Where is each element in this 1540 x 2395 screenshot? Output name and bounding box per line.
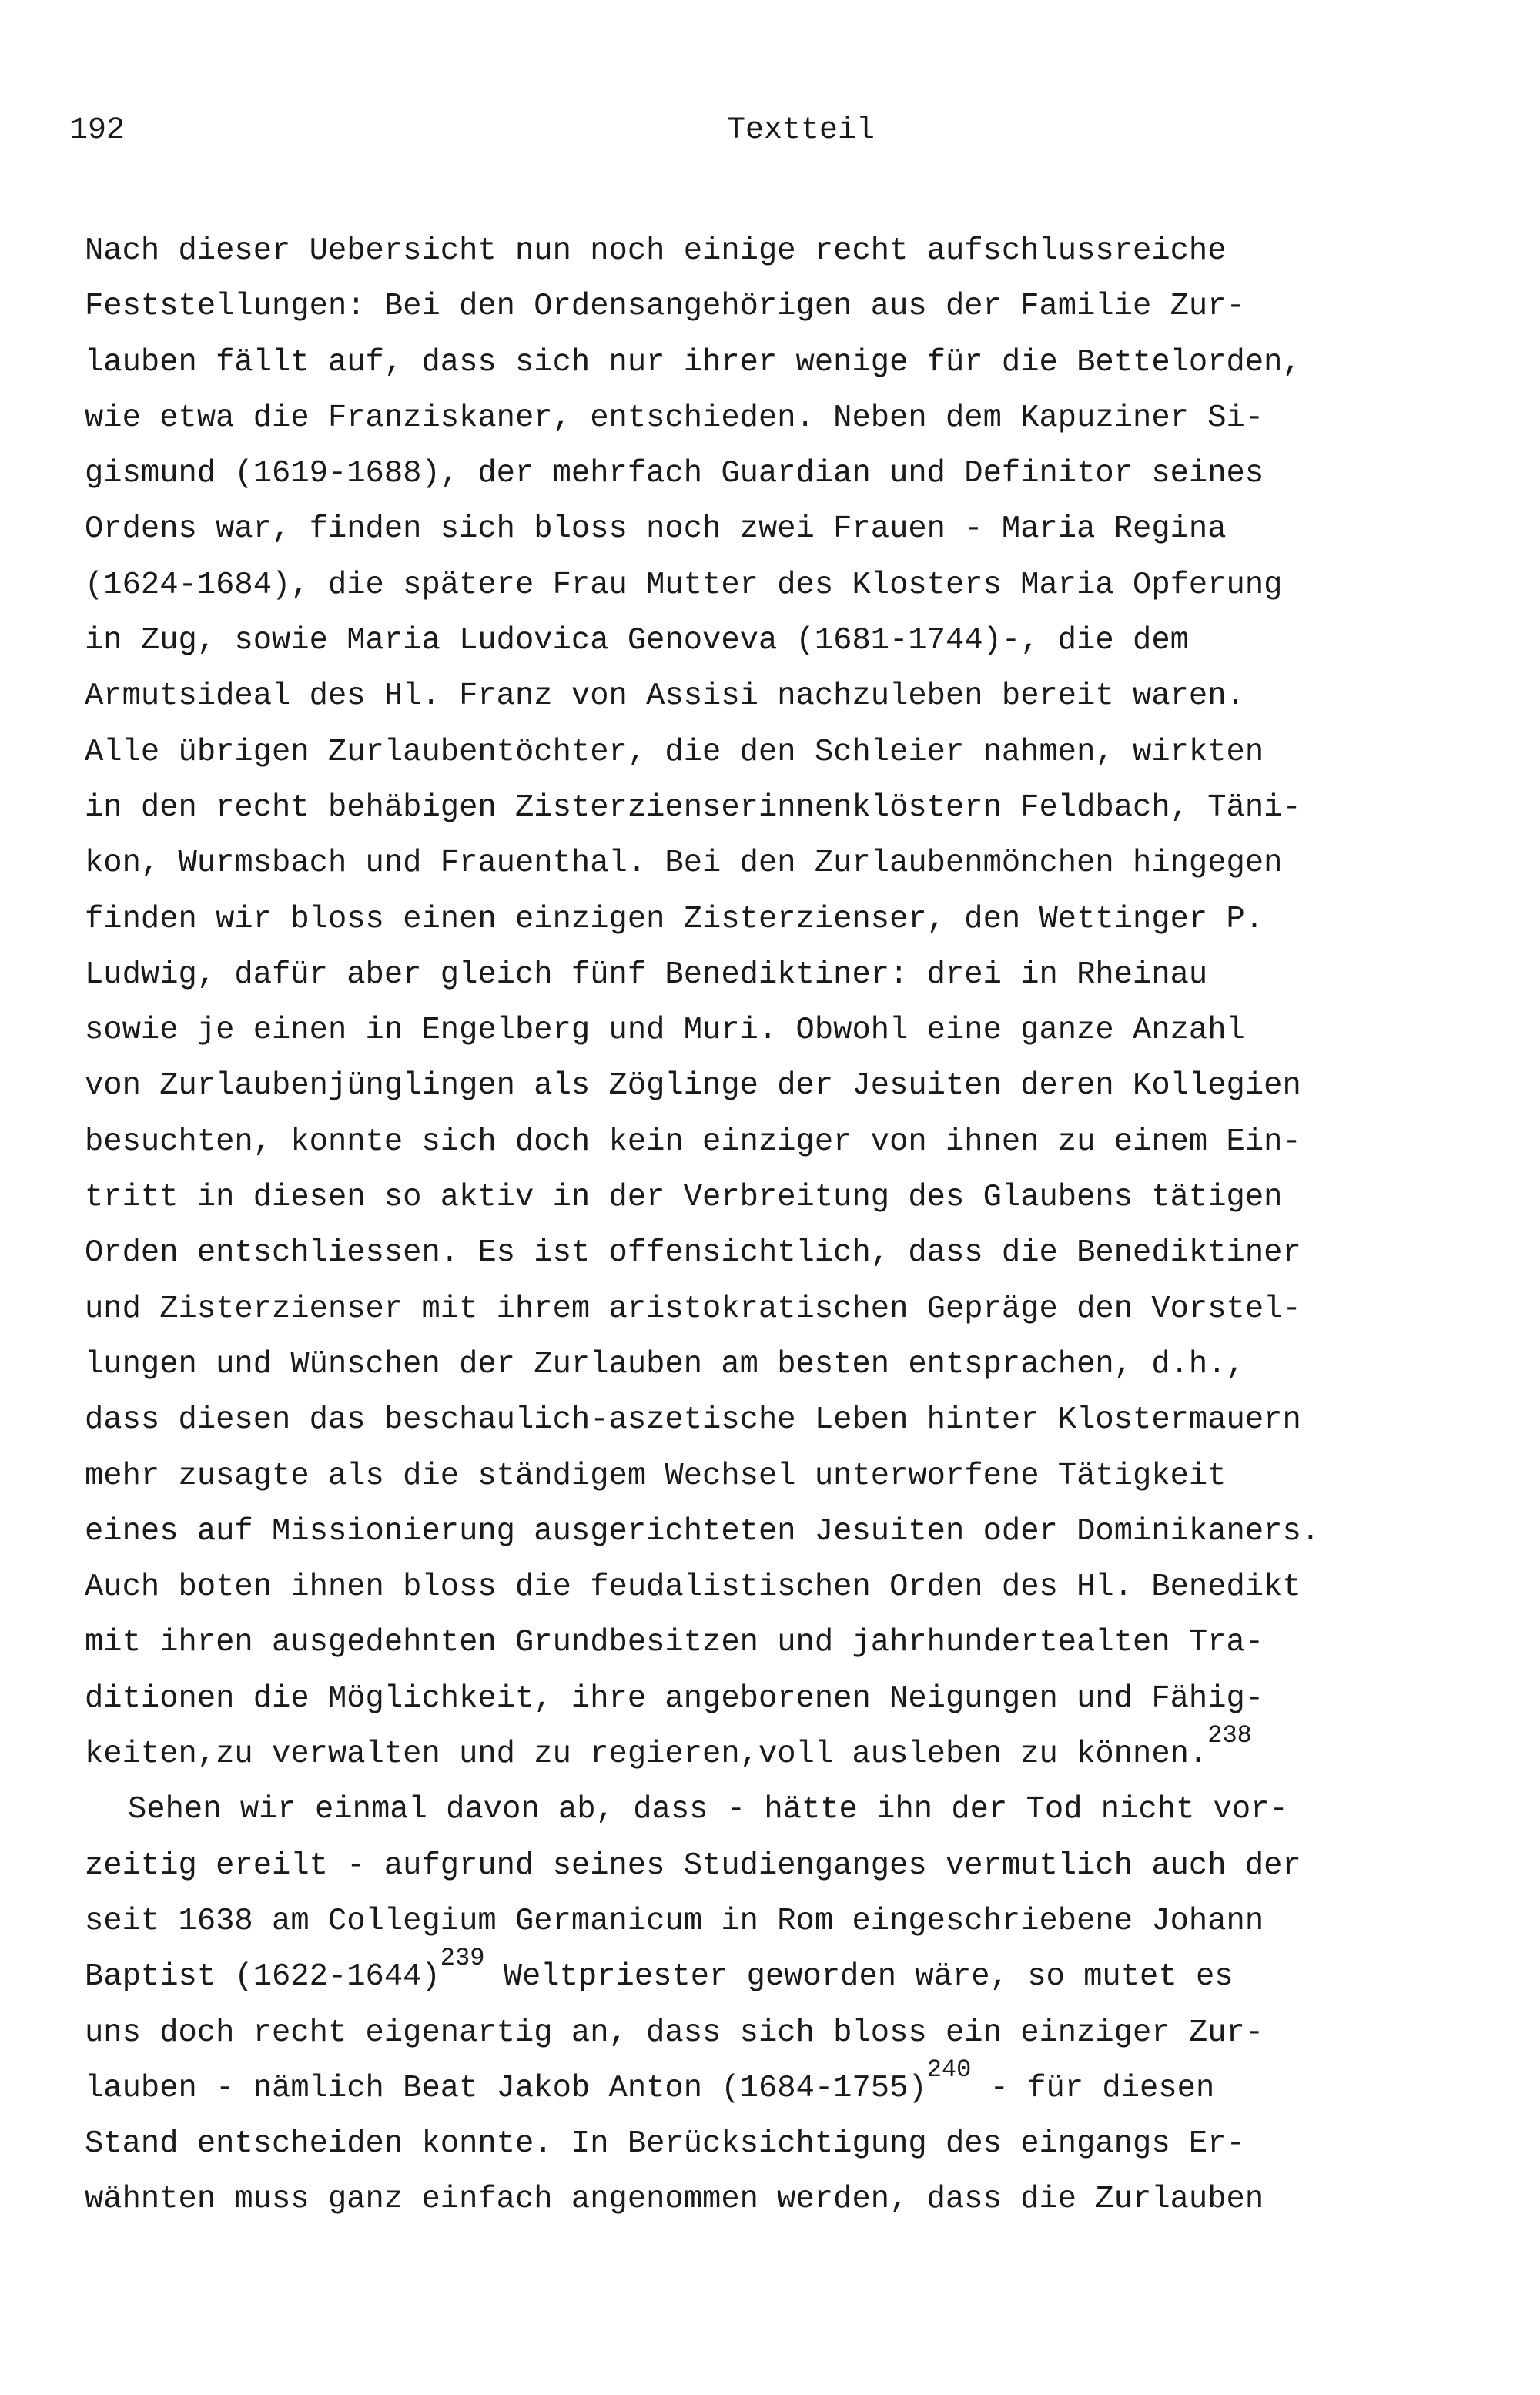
text-segment: Nach dieser Uebersicht nun noch einige recht aufschlussreiche: [85, 233, 1227, 269]
text-line: [85, 1058, 1486, 1114]
text-line: [85, 780, 1486, 836]
text-segment: Weltpriester geworden wäre, so mutet es: [484, 1959, 1234, 1995]
text-line: [85, 1671, 1486, 1727]
text-segment: lauben - nämlich Beat Jakob Anton (1684-1755): [85, 2070, 927, 2106]
text-segment: Baptist (1622-1644): [85, 1959, 440, 1995]
body-text: [85, 223, 1486, 2228]
text-line: [85, 390, 1486, 446]
text-line: [85, 2005, 1486, 2061]
text-line: [85, 335, 1486, 390]
text-segment: dass diesen das beschaulich-aszetische Leben hinter Klostermauern: [85, 1402, 1301, 1439]
text-line: [85, 1721, 1486, 1782]
text-line: [85, 836, 1486, 891]
text-segment: wähnten muss ganz einfach angenommen werden, dass die Zurlauben: [85, 2182, 1264, 2218]
text-line: [85, 1782, 1486, 1837]
text-segment: uns doch recht eigenartig an, dass sich bloss ein einziger Zur-: [85, 2015, 1264, 2051]
text-segment: finden wir bloss einen einzigen Zisterzienser, den Wettinger P.: [85, 901, 1264, 937]
text-line: [85, 1894, 1486, 1949]
text-segment: Armutsideal des Hl. Franz von Assisi nachzuleben bereit waren.: [85, 678, 1245, 715]
text-line: [85, 1281, 1486, 1337]
text-segment: mit ihren ausgedehnten Grundbesitzen und jahrhundertealten Tra-: [85, 1625, 1264, 1661]
text-segment: Ludwig, dafür aber gleich fünf Benediktiner: drei in Rheinau: [85, 956, 1208, 993]
text-segment: gismund (1619-1688), der mehrfach Guardian und Definitor seines: [85, 456, 1264, 492]
text-line: [85, 947, 1486, 1003]
text-segment: in Zug, sowie Maria Ludovica Genoveva (1681-1744)-, die dem: [85, 623, 1189, 659]
text-segment: kon, Wurmsbach und Frauenthal. Bei den Zurlaubenmönchen hingegen: [85, 846, 1283, 882]
footnote-ref: 240: [926, 2055, 972, 2084]
text-segment: sowie je einen in Engelberg und Muri. Obwohl eine ganze Anzahl: [85, 1013, 1245, 1049]
text-line: [85, 725, 1486, 780]
text-line: [85, 446, 1486, 501]
page-number: 192: [69, 113, 126, 148]
text-line: [85, 1170, 1486, 1225]
text-segment: eines auf Missionierung ausgerichteten Jesuiten oder Dominikaners.: [85, 1513, 1321, 1549]
text-segment: wie etwa die Franziskaner, entschieden. Neben dem Kapuziner Si-: [85, 400, 1264, 436]
text-line: [85, 1449, 1486, 1504]
text-segment: Ordens war, finden sich bloss noch zwei Frauen - Maria Regina: [85, 511, 1227, 548]
text-segment: mehr zusagte als die ständigem Wechsel unterworfene Tätigkeit: [85, 1458, 1227, 1494]
text-segment: ditionen die Möglichkeit, ihre angeborenen Neigungen und Fähig-: [85, 1680, 1264, 1717]
text-line: [85, 668, 1486, 724]
text-line: [85, 1838, 1486, 1894]
text-line: [85, 2116, 1486, 2172]
text-line: [85, 1337, 1486, 1392]
text-segment: zeitig ereilt - aufgrund seines Studienganges vermutlich auch der: [85, 1847, 1301, 1884]
text-segment: Feststellungen: Bei den Ordensangehörigen aus der Familie Zur-: [85, 289, 1245, 325]
text-segment: lauben fällt auf, dass sich nur ihrer wenige für die Bettelorden,: [85, 344, 1301, 380]
text-segment: keiten,zu verwalten und zu regieren,voll ausleben zu können.: [85, 1737, 1208, 1773]
text-line: [85, 1003, 1486, 1058]
text-segment: von Zurlaubenjünglingen als Zöglinge der Jesuiten deren Kollegien: [85, 1068, 1301, 1104]
text-line: [85, 1559, 1486, 1615]
text-segment: tritt in diesen so aktiv in der Verbreitung des Glaubens tätigen: [85, 1180, 1283, 1216]
text-segment: - für diesen: [971, 2070, 1215, 2106]
text-line: [85, 1392, 1486, 1448]
text-segment: Stand entscheiden konnte. In Berücksichtigung des eingangs Er-: [85, 2126, 1245, 2162]
text-segment: in den recht behäbigen Zisterzienserinnenklöstern Feldbach, Täni-: [85, 789, 1301, 826]
text-line: [85, 1114, 1486, 1170]
footnote-ref: 239: [440, 1944, 485, 1973]
text-segment: Alle übrigen Zurlaubentöchter, die den Schleier nahmen, wirkten: [85, 734, 1264, 770]
text-segment: (1624-1684), die spätere Frau Mutter des Klosters Maria Opferung: [85, 567, 1283, 603]
text-line: [85, 892, 1486, 947]
text-line: [85, 1504, 1486, 1559]
text-segment: seit 1638 am Collegium Germanicum in Rom eingeschriebene Johann: [85, 1903, 1264, 1939]
text-line: [85, 223, 1486, 279]
text-line: [85, 501, 1486, 557]
text-segment: Orden entschliessen. Es ist offensichtlich, dass die Benediktiner: [85, 1235, 1301, 1271]
page-header: [69, 108, 1463, 154]
text-line: [85, 1225, 1486, 1281]
text-line: [85, 558, 1486, 613]
text-line: [85, 1944, 1486, 2005]
text-line: [85, 279, 1486, 334]
text-segment: Sehen wir einmal davon ab, dass - hätte ihn der Tod nicht vor-: [128, 1792, 1288, 1828]
text-line: [85, 2055, 1486, 2116]
text-line: [85, 613, 1486, 668]
footnote-ref: 238: [1207, 1721, 1252, 1750]
running-title: Textteil: [726, 113, 875, 148]
text-line: [85, 2172, 1486, 2227]
text-segment: Auch boten ihnen bloss die feudalistischen Orden des Hl. Benedikt: [85, 1569, 1301, 1606]
text-segment: und Zisterzienser mit ihrem aristokratischen Gepräge den Vorstel-: [85, 1291, 1301, 1327]
text-segment: lungen und Wünschen der Zurlauben am besten entsprachen, d.h.,: [85, 1346, 1245, 1382]
text-segment: besuchten, konnte sich doch kein einziger von ihnen zu einem Ein-: [85, 1124, 1301, 1160]
text-line: [85, 1615, 1486, 1670]
